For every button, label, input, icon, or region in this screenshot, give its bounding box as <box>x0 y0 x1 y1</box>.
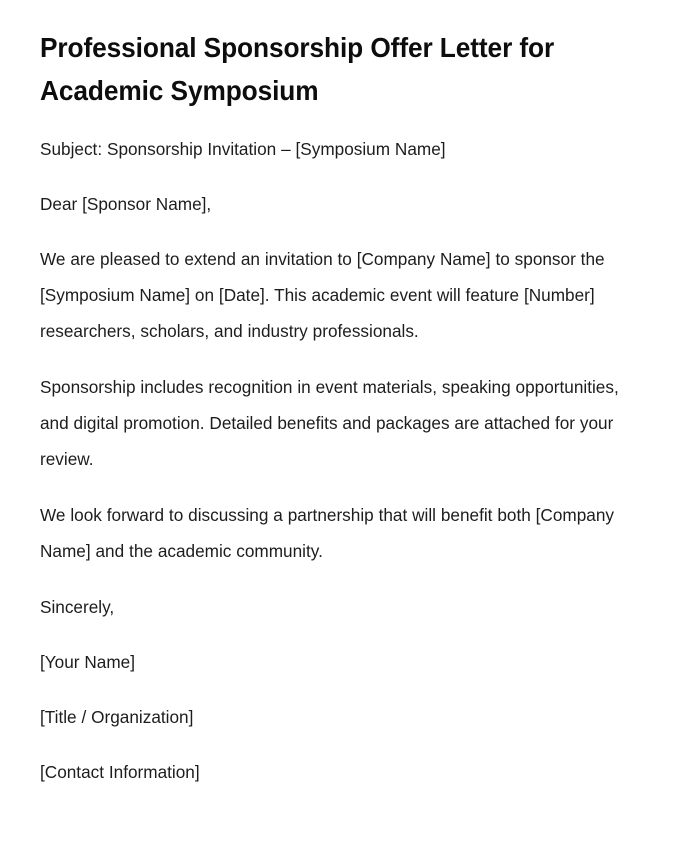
page-title: Professional Sponsorship Offer Letter for Academic Symposium <box>40 32 555 107</box>
letter-closing: Sincerely, <box>40 596 115 617</box>
letter-subject-line: Subject: Sponsorship Invitation – [Symposium Name] <box>40 138 446 159</box>
letter-salutation: Dear [Sponsor Name], <box>40 193 212 214</box>
letter-paragraph-3: We look forward to discussing a partnership that will benefit both [Company Name] and the academic community. <box>40 504 614 561</box>
signature-title-organization: [Title / Organization] <box>40 706 194 727</box>
signature-contact-information: [Contact Information] <box>40 761 200 782</box>
letter-paragraph-2: Sponsorship includes recognition in event materials, speaking opportunities, and digital promotion. Detailed benefits and packages are attached for your review. <box>40 376 619 469</box>
letter-paragraph-1: We are pleased to extend an invitation to [Company Name] to sponsor the [Symposium Name] on [Date]. This academic event will feature [Number] researchers, scholars, and industry professionals. <box>40 248 605 341</box>
signature-name: [Your Name] <box>40 651 135 672</box>
letter-body <box>40 131 640 790</box>
